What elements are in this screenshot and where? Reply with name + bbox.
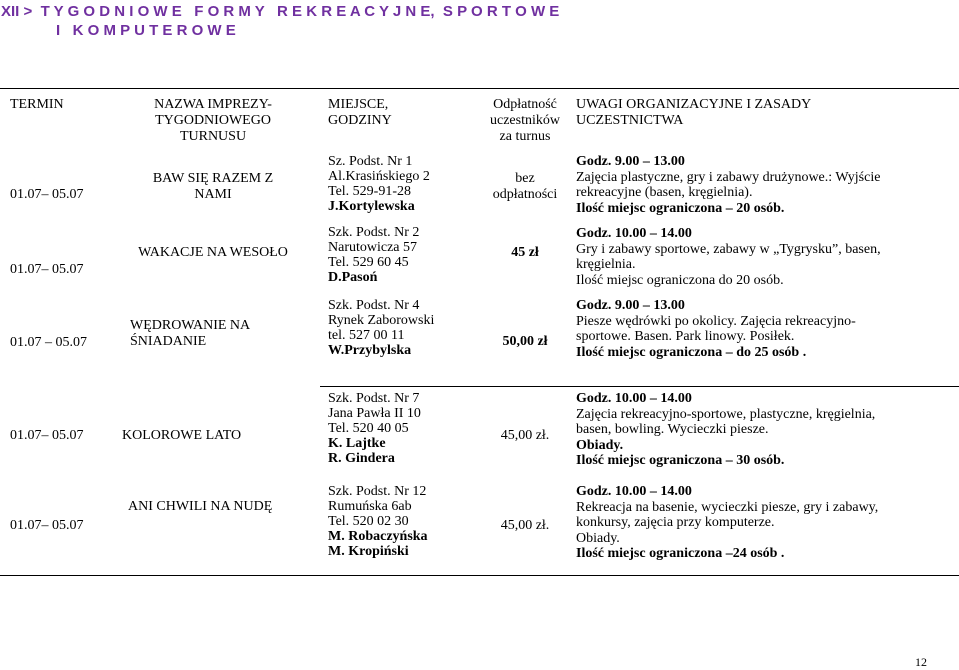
page-header-line-1: XII > T Y G O D N I O W E F O R M Y R E K R E A C Y J N E, S P O R T O W E — [1, 3, 560, 20]
row-5-odplatnosc: 45,00 zł. — [500, 518, 550, 533]
row-2-miejsce: Szk. Podst. Nr 2 Narutowicza 57 Tel. 529 60 45 D.Pasoń — [328, 225, 420, 285]
row-3-odplatnosc: 50,00 zł — [502, 334, 548, 349]
column-header-nazwa: NAZWA IMPREZY- TYGODNIOWEGO TURNUSU — [154, 97, 272, 144]
row-1-odplatnosc: bez odpłatności — [492, 171, 558, 202]
row-5-nazwa: ANI CHWILI NA NUDĘ — [128, 499, 273, 514]
table-bottom-rule — [0, 575, 959, 576]
row-3-uwagi: Godz. 9.00 – 13.00 Piesze wędrówki po okolicy. Zajęcia rekreacyjno- sportowe. Basen. Park linowy. Posiłek. Ilość miejsc ograniczona – do 25 osób . — [576, 298, 856, 360]
table-top-rule — [0, 88, 959, 89]
row-5-termin: 01.07– 05.07 — [10, 518, 84, 533]
row-4-uwagi: Godz. 10.00 – 14.00 Zajęcia rekreacyjno-sportowe, plastyczne, kręgielnia, basen, bowling. Wycieczki piesze. Obiady. Ilość miejsc ograniczona – 30 osób. — [576, 391, 876, 468]
row-5-uwagi: Godz. 10.00 – 14.00 Rekreacja na basenie, wycieczki piesze, gry i zabawy, konkursy, zajęcia przy komputerze. Obiady. Ilość miejsc ograniczona –24 osób . — [576, 484, 879, 561]
row-1-nazwa: BAW SIĘ RAZEM Z NAMI — [152, 171, 274, 202]
row-2-uwagi: Godz. 10.00 – 14.00 Gry i zabawy sportowe, zabawy w „Tygrysku”, basen, kręgielnia. Ilość miejsc ograniczona do 20 osób. — [576, 226, 881, 288]
column-header-miejsce: MIEJSCE, GODZINY — [328, 97, 392, 128]
row-4-nazwa: KOLOROWE LATO — [122, 428, 242, 443]
row-4-odplatnosc: 45,00 zł. — [500, 428, 550, 443]
row-3-termin: 01.07 – 05.07 — [10, 335, 87, 350]
row-2-nazwa: WAKACJE NA WESOŁO — [138, 245, 288, 260]
row-1-termin: 01.07– 05.07 — [10, 187, 84, 202]
row-separator — [320, 386, 959, 387]
page-number: 12 — [915, 655, 927, 669]
row-1-miejsce: Sz. Podst. Nr 1 Al.Krasińskiego 2 Tel. 529-91-28 J.Kortylewska — [328, 154, 430, 214]
row-3-miejsce: Szk. Podst. Nr 4 Rynek Zaborowski tel. 527 00 11 W.Przybylska — [328, 298, 435, 358]
column-header-termin: TERMIN — [10, 97, 64, 112]
column-header-odplatnosc: Odpłatność uczestników za turnus — [490, 97, 560, 144]
row-2-odplatnosc: 45 zł — [511, 245, 539, 260]
row-4-miejsce: Szk. Podst. Nr 7 Jana Pawła II 10 Tel. 520 40 05 K. Lajtke R. Gindera — [328, 391, 421, 466]
row-2-termin: 01.07– 05.07 — [10, 262, 84, 277]
row-3-nazwa: WĘDROWANIE NA ŚNIADANIE — [130, 318, 251, 349]
page-header-line-2: I K O M P U T E R O W E — [56, 22, 236, 39]
column-header-uwagi: UWAGI ORGANIZACYJNE I ZASADY UCZESTNICTWA — [576, 97, 812, 128]
row-4-termin: 01.07– 05.07 — [10, 428, 84, 443]
row-1-uwagi: Godz. 9.00 – 13.00 Zajęcia plastyczne, gry i zabawy drużynowe.: Wyjście rekreacyjne (basen, kręgielnia). Ilość miejsc ograniczona – 20 osób. — [576, 154, 881, 216]
row-5-miejsce: Szk. Podst. Nr 12 Rumuńska 6ab Tel. 520 02 30 M. Robaczyńska M. Kropiński — [328, 484, 428, 559]
